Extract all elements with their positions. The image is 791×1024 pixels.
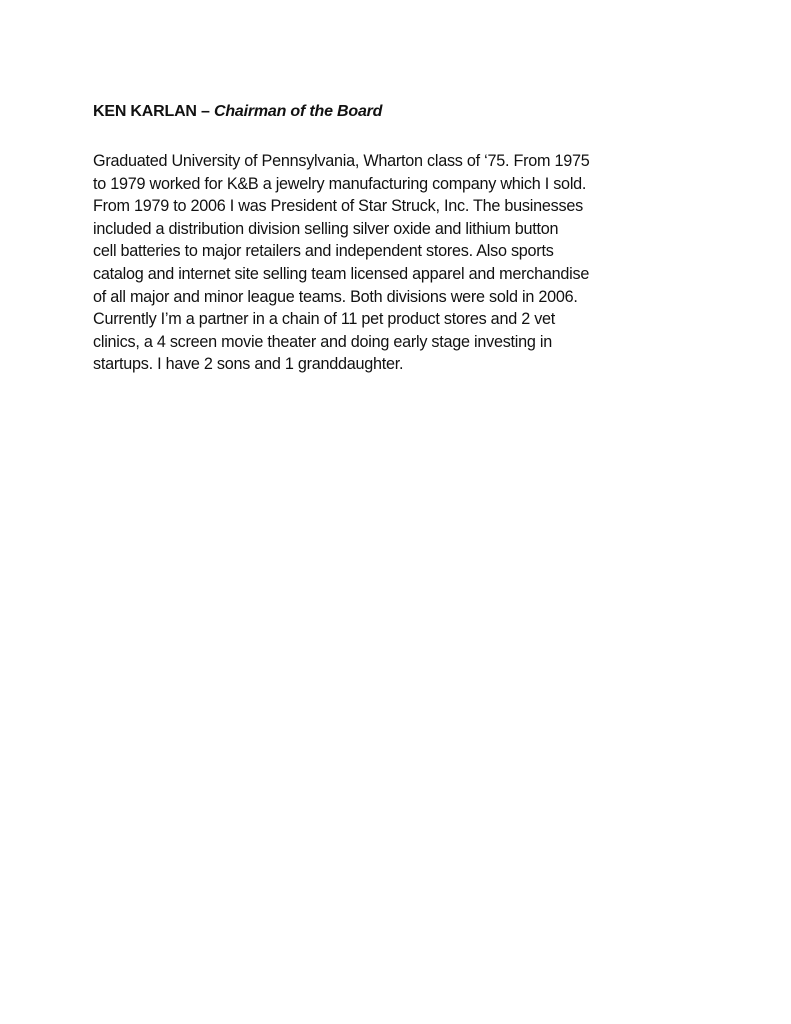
bio-line: catalog and internet site selling team licensed apparel and merchandise	[93, 264, 590, 283]
bio-line: From 1979 to 2006 I was President of Star Struck, Inc. The businesses	[93, 197, 583, 216]
heading-separator: –	[196, 103, 214, 120]
bio-line: Currently I’m a partner in a chain of 11 pet product stores and 2 vet	[93, 310, 556, 329]
bio-line: cell batteries to major retailers and independent stores. Also sports	[93, 242, 554, 261]
bio-line: startups. I have 2 sons and 1 granddaughter.	[93, 355, 404, 374]
bio-line: of all major and minor league teams. Both divisions were sold in 2006.	[93, 287, 578, 306]
person-role: Chairman of the Board	[213, 103, 383, 120]
bio-line: to 1979 worked for K&B a jewelry manufacturing company which I sold.	[93, 174, 587, 193]
bio-line: included a distribution division selling silver oxide and lithium button	[93, 219, 559, 238]
bio-paragraph	[93, 150, 733, 376]
bio-heading	[93, 103, 382, 121]
person-name: KEN KARLAN	[93, 103, 197, 120]
bio-line: clinics, a 4 screen movie theater and doing early stage investing in	[93, 332, 552, 351]
bio-line: Graduated University of Pennsylvania, Wharton class of ‘75. From 1975	[93, 152, 590, 170]
